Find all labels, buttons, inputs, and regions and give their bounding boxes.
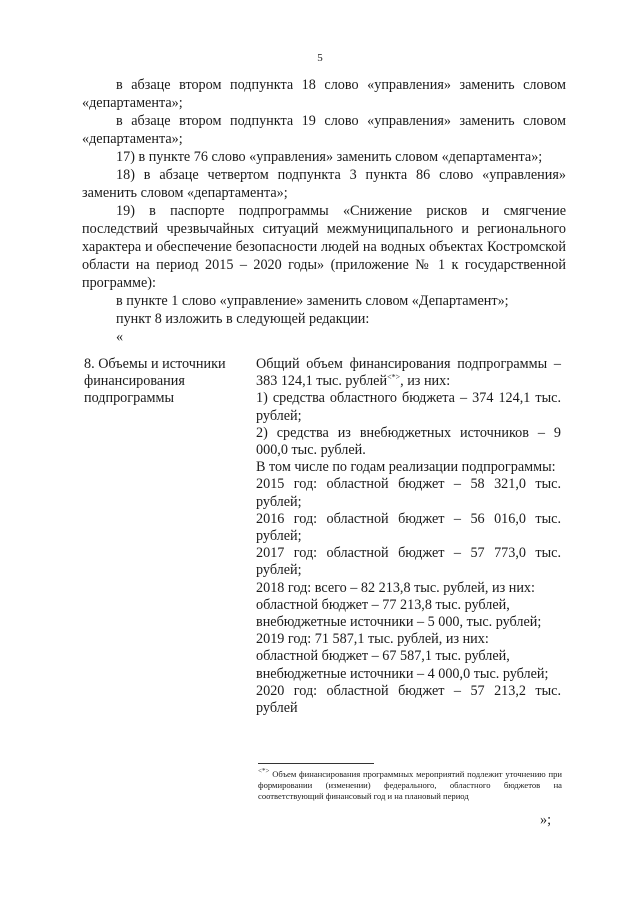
funding-line: 2015 год: областной бюджет – 58 321,0 тыс. рублей;	[256, 476, 561, 510]
footnote-text: Объем финансирования программных мероприятий подлежит уточнению при формировании (изменении) федерального, областного бюджетов на соответствующий финансовый год и на плановый период	[258, 768, 562, 801]
funding-intro-tail: , из них:	[400, 373, 451, 390]
funding-line: областной бюджет – 77 213,8 тыс. рублей,	[256, 596, 510, 613]
opening-quote: «	[116, 329, 124, 345]
paragraph-4: 18) в абзаце четвертом подпункта 3 пункта 86 слово «управления» заменить словом «департамента»;	[82, 167, 566, 201]
funding-line: областной бюджет – 67 587,1 тыс. рублей,	[256, 648, 510, 665]
paragraph-2: в абзаце втором подпункта 19 слово «управления» заменить словом «департамента»;	[82, 113, 566, 147]
funding-line: 2017 год: областной бюджет – 57 773,0 тыс. рублей;	[256, 545, 561, 579]
funding-line: В том числе по годам реализации подпрограммы:	[256, 459, 556, 476]
funding-line: 2016 год: областной бюджет – 56 016,0 тыс. рублей;	[256, 510, 561, 545]
funding-label: 8. Объемы и источники финансирования подпрограммы	[84, 356, 226, 407]
paragraph-1: в абзаце втором подпункта 18 слово «управления» заменить словом «департамента»;	[82, 77, 566, 111]
footnote-divider	[258, 763, 374, 764]
funding-details	[256, 356, 561, 717]
funding-line: 2019 год: 71 587,1 тыс. рублей, из них:	[256, 631, 489, 648]
footnote-reference: <*>	[387, 372, 401, 382]
funding-line: 2) средства из внебюджетных источников – 9 000,0 тыс. рублей.	[256, 424, 561, 459]
page-number: 5	[317, 52, 323, 64]
funding-intro-text: Общий объем финансирования подпрограммы – 383 124,1 тыс. рублей	[256, 356, 561, 390]
footnote-mark: <*>	[258, 767, 270, 775]
funding-line: внебюджетные источники – 4 000,0 тыс. рублей;	[256, 665, 549, 682]
closing-quote: »;	[540, 812, 552, 828]
paragraph-6: в пункте 1 слово «управление» заменить словом «Департамент»;	[116, 293, 509, 309]
funding-intro	[256, 356, 561, 390]
funding-line: 2020 год: областной бюджет – 57 213,2 тыс. рублей	[256, 682, 561, 717]
funding-line: 2018 год: всего – 82 213,8 тыс. рублей, из них:	[256, 579, 535, 596]
amendment-text	[82, 76, 566, 346]
paragraph-3: 17) в пункте 76 слово «управления» заменить словом «департамента»;	[116, 149, 543, 165]
footnote	[258, 766, 562, 802]
funding-line: 1) средства областного бюджета – 374 124,1 тыс. рублей;	[256, 390, 561, 424]
paragraph-7: пункт 8 изложить в следующей редакции:	[116, 311, 370, 327]
paragraph-5: 19) в паспорте подпрограммы «Снижение рисков и смягчение последствий чрезвычайных ситуаций межмуниципального и регионального характера и обеспечение безопасности людей на водных объектах Костромской области на период 2015 – 2020 годы» (приложение № 1 к государственной программе):	[82, 203, 566, 291]
funding-line: внебюджетные источники – 5 000, тыс. рублей;	[256, 614, 542, 631]
